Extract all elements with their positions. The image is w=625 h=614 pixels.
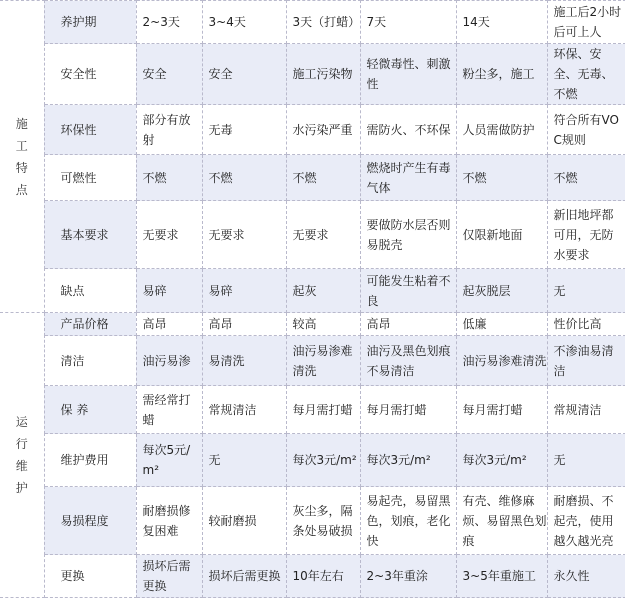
table-cell: 高昂 (136, 313, 202, 336)
table-cell: 不燃 (202, 155, 286, 201)
row-header: 易损程度 (44, 487, 136, 555)
table-cell: 不燃 (136, 155, 202, 201)
table-cell: 损坏后需更换 (202, 555, 286, 598)
table-cell: 无 (547, 269, 625, 313)
table-cell: 10年左右 (286, 555, 360, 598)
table-cell: 安全 (136, 44, 202, 105)
table-cell: 较耐磨损 (202, 487, 286, 555)
table-row (0, 1, 625, 44)
table-cell: 常规清洁 (547, 386, 625, 434)
table-cell: 施工后2小时后可上人 (547, 1, 625, 44)
row-header: 更换 (44, 555, 136, 598)
table-cell: 需经常打蜡 (136, 386, 202, 434)
table-cell: 可能发生粘着不良 (360, 269, 456, 313)
table-cell: 新旧地坪都可用，无防水要求 (547, 201, 625, 269)
table-cell: 油污易渗 (136, 336, 202, 386)
table-cell: 灰尘多，隔条处易破损 (286, 487, 360, 555)
table-cell: 7天 (360, 1, 456, 44)
row-header: 维护费用 (44, 434, 136, 487)
row-header: 养护期 (44, 1, 136, 44)
table-cell: 无要求 (286, 201, 360, 269)
row-header: 环保性 (44, 105, 136, 155)
table-cell: 不燃 (547, 155, 625, 201)
table-cell: 耐磨损、不起壳，使用越久越光亮 (547, 487, 625, 555)
table-cell: 每次3元/m² (456, 434, 547, 487)
table-cell: 水污染严重 (286, 105, 360, 155)
table-cell: 易起壳，易留黑色，划痕，老化快 (360, 487, 456, 555)
row-header: 保 养 (44, 386, 136, 434)
table-cell: 不燃 (456, 155, 547, 201)
table-cell: 人员需做防护 (456, 105, 547, 155)
row-header: 清洁 (44, 336, 136, 386)
table-cell: 3~4天 (202, 1, 286, 44)
table-cell: 部分有放射 (136, 105, 202, 155)
table-row (0, 155, 625, 201)
table-cell: 每次5元/m² (136, 434, 202, 487)
table-cell: 安全 (202, 44, 286, 105)
table-cell: 3~5年重施工 (456, 555, 547, 598)
table-cell: 无 (547, 434, 625, 487)
group-label-text: 运行维护 (15, 415, 28, 495)
table-cell: 油污及黑色划痕不易清洁 (360, 336, 456, 386)
table-cell: 起灰脱层 (456, 269, 547, 313)
table-cell: 每次3元/m² (360, 434, 456, 487)
row-header: 可燃性 (44, 155, 136, 201)
table-cell: 易碎 (136, 269, 202, 313)
table-row (0, 105, 625, 155)
table-cell: 高昂 (360, 313, 456, 336)
table-cell: 符合所有VOC规则 (547, 105, 625, 155)
table-cell: 有壳、维修麻烦、易留黑色划痕 (456, 487, 547, 555)
table-cell: 易清洗 (202, 336, 286, 386)
table-cell: 性价比高 (547, 313, 625, 336)
row-header: 安全性 (44, 44, 136, 105)
table-cell: 14天 (456, 1, 547, 44)
table-row (0, 313, 625, 336)
row-header: 产品价格 (44, 313, 136, 336)
table-row (0, 555, 625, 598)
table-row (0, 201, 625, 269)
table-cell: 无毒 (202, 105, 286, 155)
table-cell: 油污易渗难清洗 (286, 336, 360, 386)
table-cell: 永久性 (547, 555, 625, 598)
table-row (0, 336, 625, 386)
group-label (0, 313, 44, 598)
table-cell: 仅限新地面 (456, 201, 547, 269)
table-cell: 需防火、不环保 (360, 105, 456, 155)
table-cell: 粉尘多，施工 (456, 44, 547, 105)
table-cell: 2~3天 (136, 1, 202, 44)
table-cell: 每月需打蜡 (456, 386, 547, 434)
table-cell: 不燃 (286, 155, 360, 201)
table-cell: 施工污染物 (286, 44, 360, 105)
table-cell: 2~3年重涂 (360, 555, 456, 598)
table-row (0, 44, 625, 105)
table-cell: 每次3元/m² (286, 434, 360, 487)
table-cell: 不渗油易清洁 (547, 336, 625, 386)
table-row (0, 269, 625, 313)
table-cell: 常规清洁 (202, 386, 286, 434)
table-cell: 损坏后需更换 (136, 555, 202, 598)
table-cell: 要做防水层否则易脱壳 (360, 201, 456, 269)
table-cell: 燃烧时产生有毒气体 (360, 155, 456, 201)
table-row (0, 487, 625, 555)
table-cell: 易碎 (202, 269, 286, 313)
table-body (0, 1, 625, 598)
table-cell: 油污易渗难清洗 (456, 336, 547, 386)
table-cell: 无要求 (202, 201, 286, 269)
table-cell: 较高 (286, 313, 360, 336)
table-cell: 起灰 (286, 269, 360, 313)
table-cell: 每月需打蜡 (286, 386, 360, 434)
table-cell: 高昂 (202, 313, 286, 336)
row-header: 缺点 (44, 269, 136, 313)
row-header: 基本要求 (44, 201, 136, 269)
table-cell: 无要求 (136, 201, 202, 269)
table-cell: 3天（打蜡） (286, 1, 360, 44)
table-row (0, 434, 625, 487)
table-cell: 环保、安全、无毒、不燃 (547, 44, 625, 105)
table-row (0, 386, 625, 434)
table-cell: 低廉 (456, 313, 547, 336)
table-cell: 每月需打蜡 (360, 386, 456, 434)
table-cell: 轻微毒性、刺激性 (360, 44, 456, 105)
group-label (0, 1, 44, 313)
group-label-text: 施工特点 (15, 116, 28, 197)
table-cell: 无 (202, 434, 286, 487)
table-cell: 耐磨损修复困难 (136, 487, 202, 555)
